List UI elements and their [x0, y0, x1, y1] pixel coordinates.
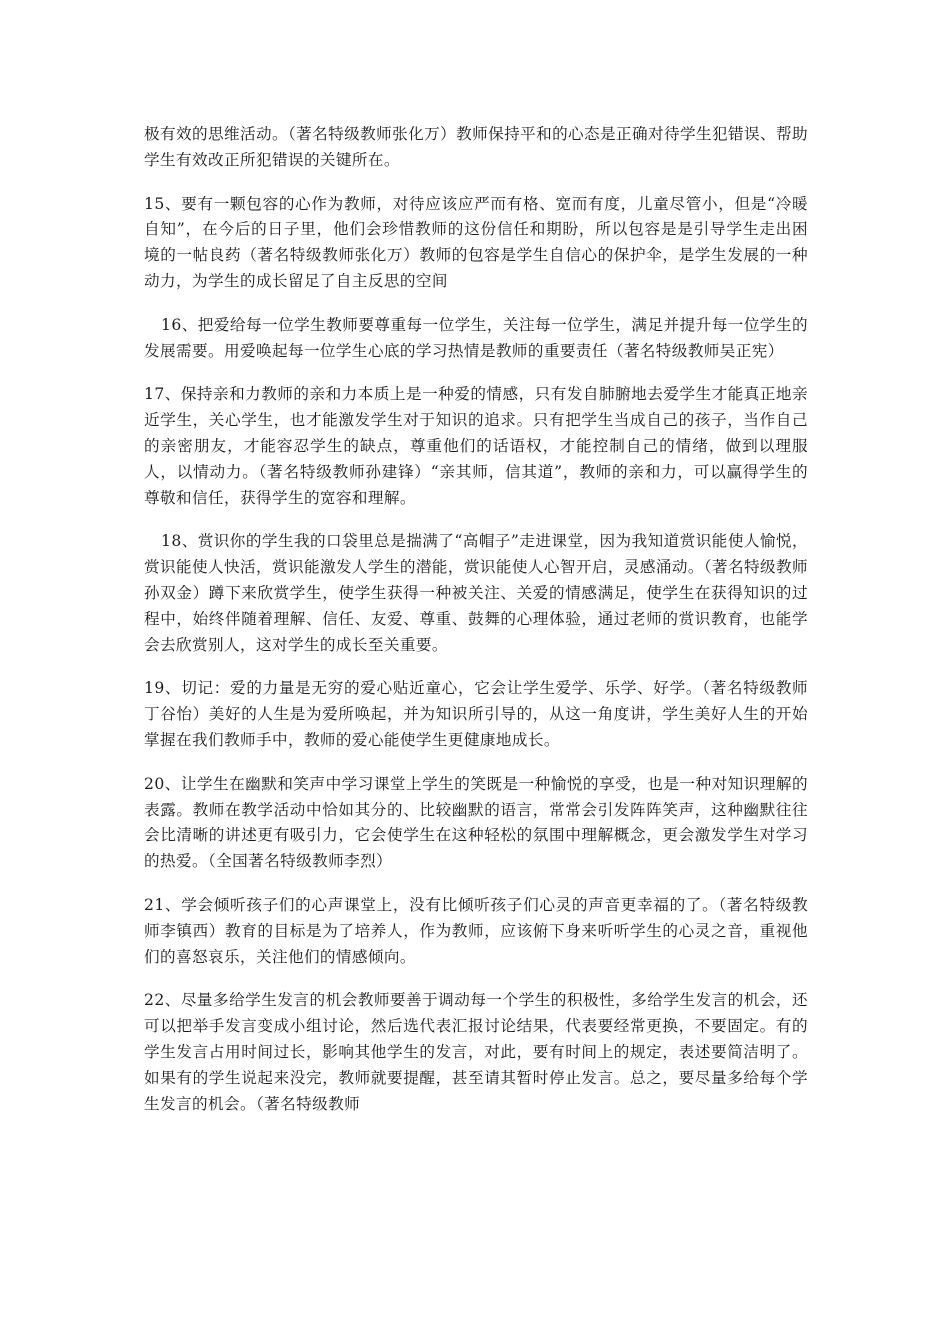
paragraph-continuation: 极有效的思维活动。（著名特级教师张化万）教师保持平和的心态是正确对待学生犯错误、帮助学生有效改正所犯错误的关键所在。: [144, 125, 808, 169]
paragraph-20: 20、让学生在幽默和笑声中学习课堂上学生的笑既是一种愉悦的享受，也是一种对知识理解的表露。教师在教学活动中恰如其分的、比较幽默的语言，常常会引发阵阵笑声，这种幽默往往会比清晰的讲述更有吸引力，它会使学生在这种轻松的氛围中理解概念，更会激发学生对学习的热爱。（全国著名特级教师李烈）: [144, 774, 808, 871]
document-body: [144, 122, 808, 1135]
paragraph-16: 16、把爱给每一位学生教师要尊重每一位学生，关注每一位学生，满足并提升每一位学生的发展需要。用爱唤起每一位学生心底的学习热情是教师的重要责任（著名特级教师吴正宪）: [144, 315, 808, 360]
paragraph-21: 21、学会倾听孩子们的心声课堂上，没有比倾听孩子们心灵的声音更幸福的了。（著名特级教师李镇西）教育的目标是为了培养人，作为教师，应该俯下身来听听学生的心灵之音，重视他们的喜怒哀乐，关注他们的情感倾向。: [144, 895, 808, 966]
paragraph-19: 19、切记：爱的力量是无穷的爱心贴近童心，它会让学生爱学、乐学、好学。（著名特级教师丁谷怡）美好的人生是为爱所唤起，并为知识所引导的，从这一角度讲，学生美好人生的开始掌握在我们教师手中，教师的爱心能使学生更健康地成长。: [144, 679, 808, 749]
paragraph-15: 15、要有一颗包容的心作为教师，对待应该应严而有格、宽而有度，儿童尽管小，但是“冷暖自知”，在今后的日子里，他们会珍惜教师的这份信任和期盼，所以包容是是引导学生走出困境的一帖良药（著名特级教师张化万）教师的包容是学生自信心的保护伞，是学生发展的一种动力，为学生的成长留足了自主反思的空间: [144, 194, 808, 290]
paragraph-17: 17、保持亲和力教师的亲和力本质上是一种爱的情感，只有发自肺腑地去爱学生才能真正地亲近学生，关心学生，也才能激发学生对于知识的追求。只有把学生当成自己的孩子，当作自己的亲密朋友，才能容忍学生的缺点，尊重他们的话语权，才能控制自己的情绪，做到以理服人，以情动力。（著名特级教师孙建锋）“亲其师，信其道”，教师的亲和力，可以赢得学生的尊敬和信任，获得学生的宽容和理解。: [144, 385, 808, 507]
paragraph-22: 22、尽量多给学生发言的机会教师要善于调动每一个学生的积极性，多给学生发言的机会，还可以把举手发言变成小组讨论，然后选代表汇报讨论结果，代表要经常更换，不要固定。有的学生发言占用时间过长，影响其他学生的发言，对此，要有时间上的规定，表述要简洁明了。如果有的学生说起来没完，教师就要提醒，甚至请其暂时停止发言。总之，要尽量多给每个学生发言的机会。（著名特级教师: [144, 991, 808, 1113]
paragraph-18: 18、赏识你的学生我的口袋里总是揣满了“高帽子”走进课堂，因为我知道赏识能使人愉悦，赏识能使人快活，赏识能激发人学生的潜能，赏识能使人心智开启，灵感涌动。（著名特级教师孙双金）蹲下来欣赏学生，使学生获得一种被关注、关爱的情感满足，使学生在获得知识的过程中，始终伴随着理解、信任、友爱、尊重、鼓舞的心理体验，通过老师的赏识教育，也能学会去欣赏别人，这对学生的成长至关重要。: [144, 532, 808, 654]
